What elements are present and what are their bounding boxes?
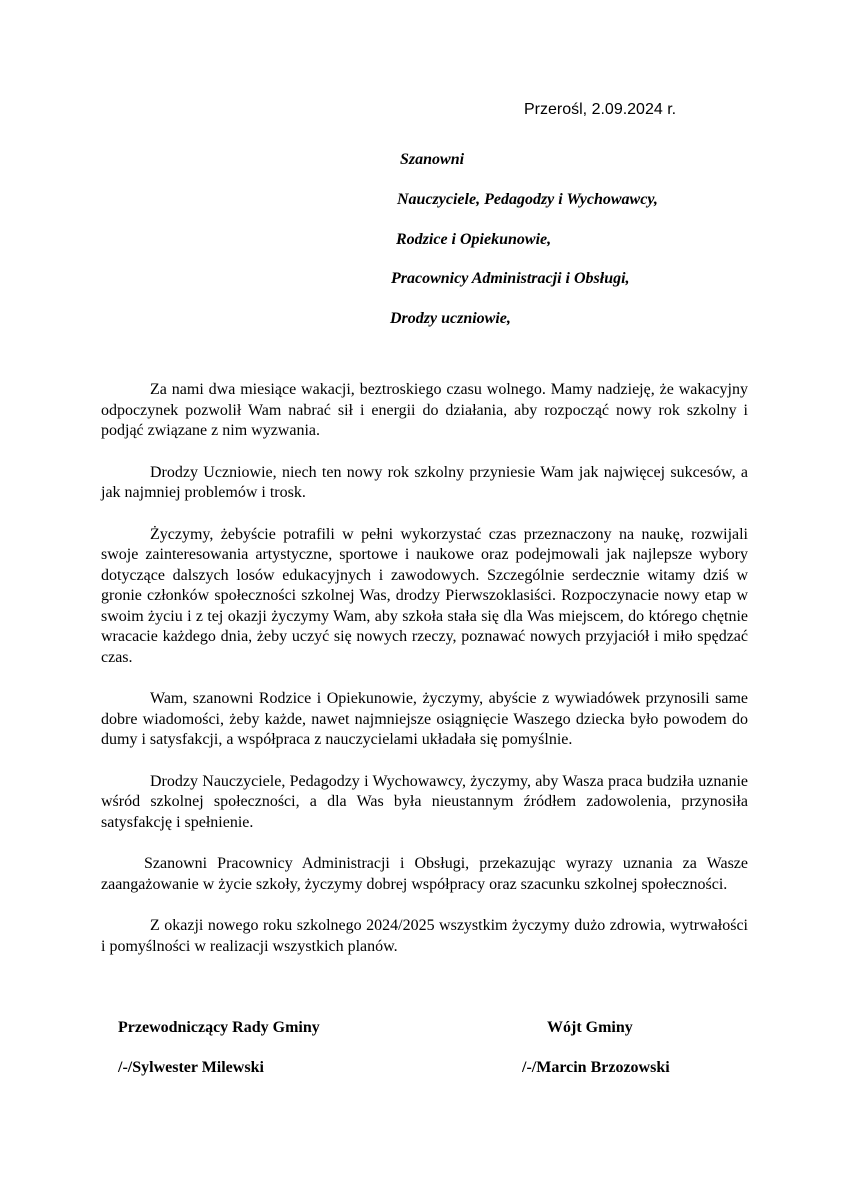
addressee-parents: Rodzice i Opiekunowie, [396, 231, 552, 248]
paragraph-teachers: Drodzy Nauczyciele, Pedagodzy i Wychowawcy, życzymy, aby Wasza praca budziła uznanie wśród szkolnej społeczności, a dla Was była nieustannym źródłem zadowolenia, przynosiła satysfakcję i spełnienie. [101, 772, 748, 831]
signature-right-title: Wójt Gminy [547, 1019, 633, 1036]
paragraph-summer: Za nami dwa miesiące wakacji, beztroskiego czasu wolnego. Mamy nadzieję, że wakacyjny odpoczynek pozwolił Wam nabrać sił i energii do działania, aby rozpocząć nowy rok szkolny i podjąć związane z nim wyzwania. [101, 381, 748, 439]
addressee-students: Drodzy uczniowie, [390, 310, 511, 327]
paragraph-students: Drodzy Uczniowie, niech ten nowy rok szkolny przyniesie Wam jak najwięcej sukcesów, a jak najmniej problemów i trosk. [101, 463, 748, 501]
paragraph-parents: Wam, szanowni Rodzice i Opiekunowie, życzymy, abyście z wywiadówek przynosili same dobre wiadomości, żeby każde, nawet najmniejsze osiągnięcie Waszego dziecka było powodem do dumy i satysfakcji, a współpraca z nauczycielami układała się pomyślnie. [101, 690, 748, 748]
paragraph-staff: Szanowni Pracownicy Administracji i Obsługi, przekazując wyrazy uznania za Wasze zaangażowanie w życie szkoły, życzymy dobrej współpracy oraz szacunku szkolnej społeczności. [101, 855, 748, 893]
signature-right-name: /-/Marcin Brzozowski [522, 1059, 670, 1076]
paragraph-wishes: Życzymy, żebyście potrafili w pełni wykorzystać czas przeznaczony na naukę, rozwijali swoje zainteresowania artystyczne, sportowe i naukowe oraz podejmowali jak najlepsze wybory dotyczące dalszych losów edukacyjnych i zawodowych. Szczególnie serdecznie witamy dziś w gronie członków społeczności szkolnej Was, drodzy Pierwszoklasiści. Rozpoczynacie nowy etap w swoim życiu i z tej okazji życzymy Wam, aby szkoła stała się dla Was miejscem, do którego chętnie wracacie każdego dnia, żeby uczyć się nowych rzeczy, poznawać nowych przyjaciół i miło spędzać czas. [101, 525, 748, 666]
signature-left-title: Przewodniczący Rady Gminy [118, 1019, 320, 1036]
addressee-teachers: Nauczyciele, Pedagodzy i Wychowawcy, [397, 191, 658, 208]
salutation-opening: Szanowni [400, 151, 465, 168]
letter-date: Przerośl, 2.09.2024 r. [524, 101, 677, 118]
paragraph-closing: Z okazji nowego roku szkolnego 2024/2025 wszystkim życzymy dużo zdrowia, wytrwałości i pomyślności w realizacji wszystkich planów. [101, 917, 748, 955]
letter-body [101, 380, 748, 978]
signature-left-name: /-/Sylwester Milewski [118, 1059, 264, 1076]
addressee-staff: Pracownicy Administracji i Obsługi, [391, 270, 630, 287]
